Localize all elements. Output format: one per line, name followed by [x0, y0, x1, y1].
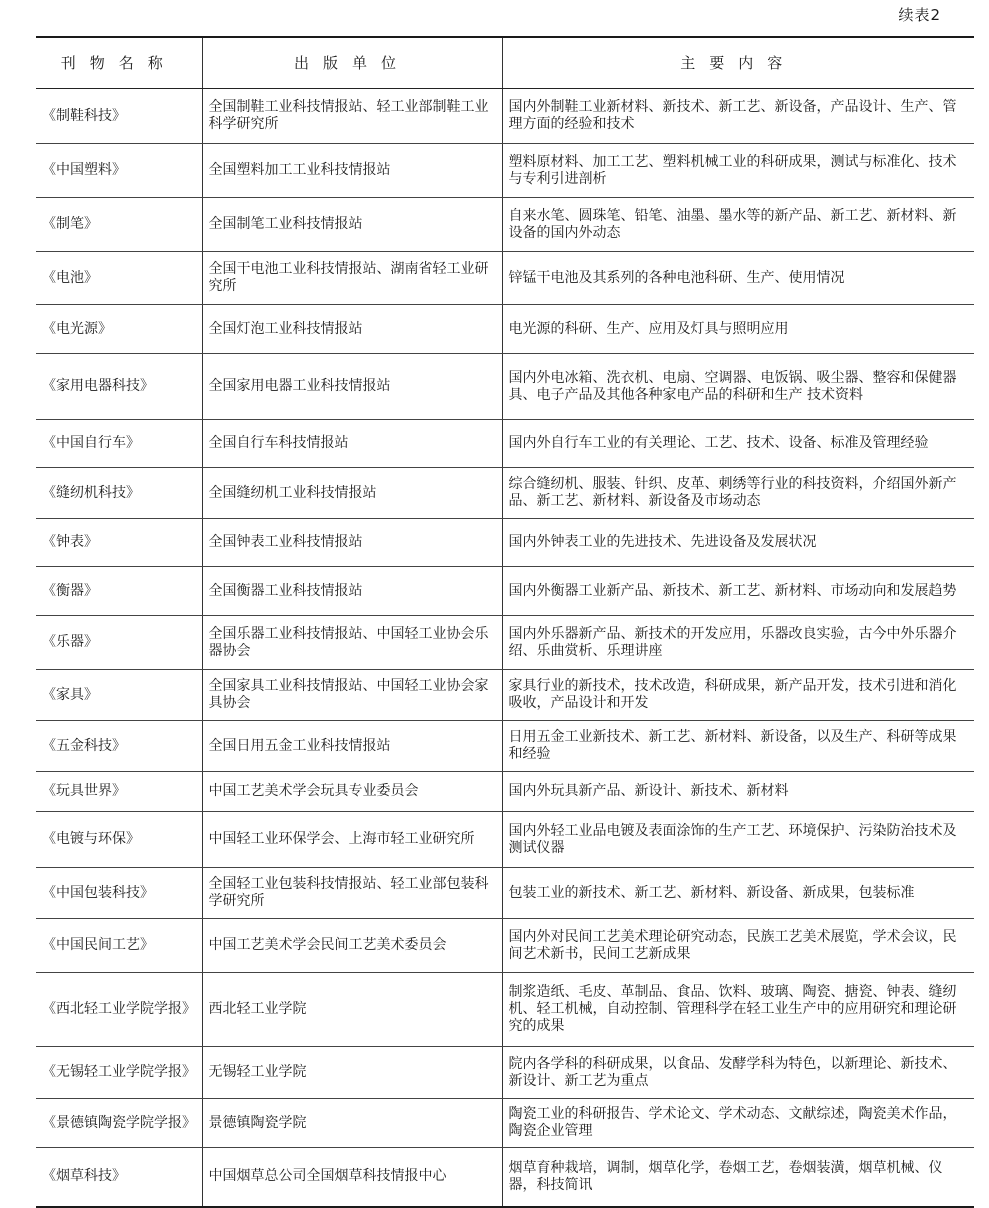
content-cell: 国内外衡器工业新产品、新技术、新工艺、新材料、市场动向和发展趋势	[502, 567, 974, 616]
journal-name-cell: 《景德镇陶瓷学院学报》	[36, 1099, 202, 1148]
publisher-cell: 全国乐器工业科技情报站、中国轻工业协会乐器协会	[202, 616, 502, 670]
content-cell: 国内外轻工业品电镀及表面涂饰的生产工艺、环境保护、污染防治技术及测试仪器	[502, 812, 974, 868]
table-row	[36, 1148, 974, 1207]
publisher-cell: 全国塑料加工工业科技情报站	[202, 144, 502, 198]
journal-name-cell: 《家用电器科技》	[36, 354, 202, 420]
table-row	[36, 420, 974, 468]
table-row	[36, 198, 974, 252]
table-row	[36, 468, 974, 519]
table-row	[36, 567, 974, 616]
table-row	[36, 305, 974, 354]
journal-name-cell: 《无锡轻工业学院学报》	[36, 1047, 202, 1099]
content-cell: 综合缝纫机、服装、针织、皮革、刺绣等行业的科技资料，介绍国外新产品、新工艺、新材料、新设备及市场动态	[502, 468, 974, 519]
table-row	[36, 772, 974, 812]
journal-name-cell: 《中国包装科技》	[36, 868, 202, 919]
journal-name-cell: 《乐器》	[36, 616, 202, 670]
header-publisher: 出版单位	[202, 37, 502, 89]
content-cell: 国内外电冰箱、洗衣机、电扇、空调器、电饭锅、吸尘器、整容和保健器具、电子产品及其他各种家电产品的科研和生产 技术资料	[502, 354, 974, 420]
publisher-cell: 中国工艺美术学会玩具专业委员会	[202, 772, 502, 812]
publisher-cell: 全国自行车科技情报站	[202, 420, 502, 468]
publisher-cell: 全国家用电器工业科技情报站	[202, 354, 502, 420]
publisher-cell: 全国钟表工业科技情报站	[202, 519, 502, 567]
publisher-cell: 全国制笔工业科技情报站	[202, 198, 502, 252]
table-header	[36, 37, 974, 89]
journal-name-cell: 《衡器》	[36, 567, 202, 616]
publisher-cell: 全国日用五金工业科技情报站	[202, 721, 502, 772]
table-row	[36, 616, 974, 670]
publisher-cell: 全国干电池工业科技情报站、湖南省轻工业研究所	[202, 252, 502, 305]
publisher-cell: 无锡轻工业学院	[202, 1047, 502, 1099]
table-row	[36, 919, 974, 973]
content-cell: 国内外钟表工业的先进技术、先进设备及发展状况	[502, 519, 974, 567]
publisher-cell: 中国轻工业环保学会、上海市轻工业研究所	[202, 812, 502, 868]
publisher-cell: 全国灯泡工业科技情报站	[202, 305, 502, 354]
content-cell: 国内外对民间工艺美术理论研究动态，民族工艺美术展览，学术会议，民间艺术新书，民间工艺新成果	[502, 919, 974, 973]
journal-name-cell: 《中国自行车》	[36, 420, 202, 468]
header-main-content: 主要内容	[502, 37, 974, 89]
table-body	[36, 89, 974, 1207]
header-journal-name: 刊物名称	[36, 37, 202, 89]
table-row	[36, 1047, 974, 1099]
journal-name-cell: 《钟表》	[36, 519, 202, 567]
content-cell: 电光源的科研、生产、应用及灯具与照明应用	[502, 305, 974, 354]
table-row	[36, 721, 974, 772]
content-cell: 国内外制鞋工业新材料、新技术、新工艺、新设备，产品设计、生产、管理方面的经验和技术	[502, 89, 974, 144]
journal-name-cell: 《缝纫机科技》	[36, 468, 202, 519]
table-row	[36, 354, 974, 420]
content-cell: 陶瓷工业的科研报告、学术论文、学术动态、文献综述，陶瓷美术作品，陶瓷企业管理	[502, 1099, 974, 1148]
journal-name-cell: 《西北轻工业学院学报》	[36, 973, 202, 1047]
journal-name-cell: 《中国民间工艺》	[36, 919, 202, 973]
content-cell: 自来水笔、圆珠笔、铅笔、油墨、墨水等的新产品、新工艺、新材料、新设备的国内外动态	[502, 198, 974, 252]
journal-name-cell: 《电镀与环保》	[36, 812, 202, 868]
journal-name-cell: 《制笔》	[36, 198, 202, 252]
publisher-cell: 全国缝纫机工业科技情报站	[202, 468, 502, 519]
publisher-cell: 中国烟草总公司全国烟草科技情报中心	[202, 1148, 502, 1207]
content-cell: 制浆造纸、毛皮、革制品、食品、饮料、玻璃、陶瓷、搪瓷、钟表、缝纫机、轻工机械，自动控制、管理科学在轻工业生产中的应用研究和理论研究的成果	[502, 973, 974, 1047]
content-cell: 烟草育种栽培，调制，烟草化学，卷烟工艺，卷烟装潢，烟草机械、仪器，科技简讯	[502, 1148, 974, 1207]
table-row	[36, 519, 974, 567]
content-cell: 锌锰干电池及其系列的各种电池科研、生产、使用情况	[502, 252, 974, 305]
journal-name-cell: 《五金科技》	[36, 721, 202, 772]
journal-name-cell: 《烟草科技》	[36, 1148, 202, 1207]
content-cell: 国内外自行车工业的有关理论、工艺、技术、设备、标准及管理经验	[502, 420, 974, 468]
table-row	[36, 252, 974, 305]
table-row	[36, 89, 974, 144]
journal-name-cell: 《电池》	[36, 252, 202, 305]
journal-name-cell: 《家具》	[36, 670, 202, 721]
publisher-cell: 全国制鞋工业科技情报站、轻工业部制鞋工业科学研究所	[202, 89, 502, 144]
publisher-cell: 中国工艺美术学会民间工艺美术委员会	[202, 919, 502, 973]
content-cell: 包装工业的新技术、新工艺、新材料、新设备、新成果，包装标准	[502, 868, 974, 919]
publisher-cell: 全国家具工业科技情报站、中国轻工业协会家具协会	[202, 670, 502, 721]
content-cell: 国内外乐器新产品、新技术的开发应用，乐器改良实验，古今中外乐器介绍、乐曲赏析、乐理讲座	[502, 616, 974, 670]
publisher-cell: 西北轻工业学院	[202, 973, 502, 1047]
content-cell: 院内各学科的科研成果，以食品、发酵学科为特色，以新理论、新技术、新设计、新工艺为重点	[502, 1047, 974, 1099]
table-row	[36, 670, 974, 721]
table-row	[36, 868, 974, 919]
journal-name-cell: 《玩具世界》	[36, 772, 202, 812]
publisher-cell: 景德镇陶瓷学院	[202, 1099, 502, 1148]
publisher-cell: 全国轻工业包装科技情报站、轻工业部包装科学研究所	[202, 868, 502, 919]
content-cell: 日用五金工业新技术、新工艺、新材料、新设备，以及生产、科研等成果和经验	[502, 721, 974, 772]
table-row	[36, 144, 974, 198]
table-row	[36, 1099, 974, 1148]
journal-name-cell: 《中国塑料》	[36, 144, 202, 198]
table-row	[36, 973, 974, 1047]
content-cell: 国内外玩具新产品、新设计、新技术、新材料	[502, 772, 974, 812]
publisher-cell: 全国衡器工业科技情报站	[202, 567, 502, 616]
continued-table-label: 续表2	[898, 6, 941, 24]
journal-name-cell: 《制鞋科技》	[36, 89, 202, 144]
journals-table	[36, 36, 974, 1208]
table-row	[36, 812, 974, 868]
content-cell: 家具行业的新技术，技术改造，科研成果，新产品开发，技术引进和消化吸收，产品设计和开发	[502, 670, 974, 721]
journal-name-cell: 《电光源》	[36, 305, 202, 354]
header-row	[36, 37, 974, 89]
content-cell: 塑料原材料、加工工艺、塑料机械工业的科研成果，测试与标准化、技术与专利引进剖析	[502, 144, 974, 198]
